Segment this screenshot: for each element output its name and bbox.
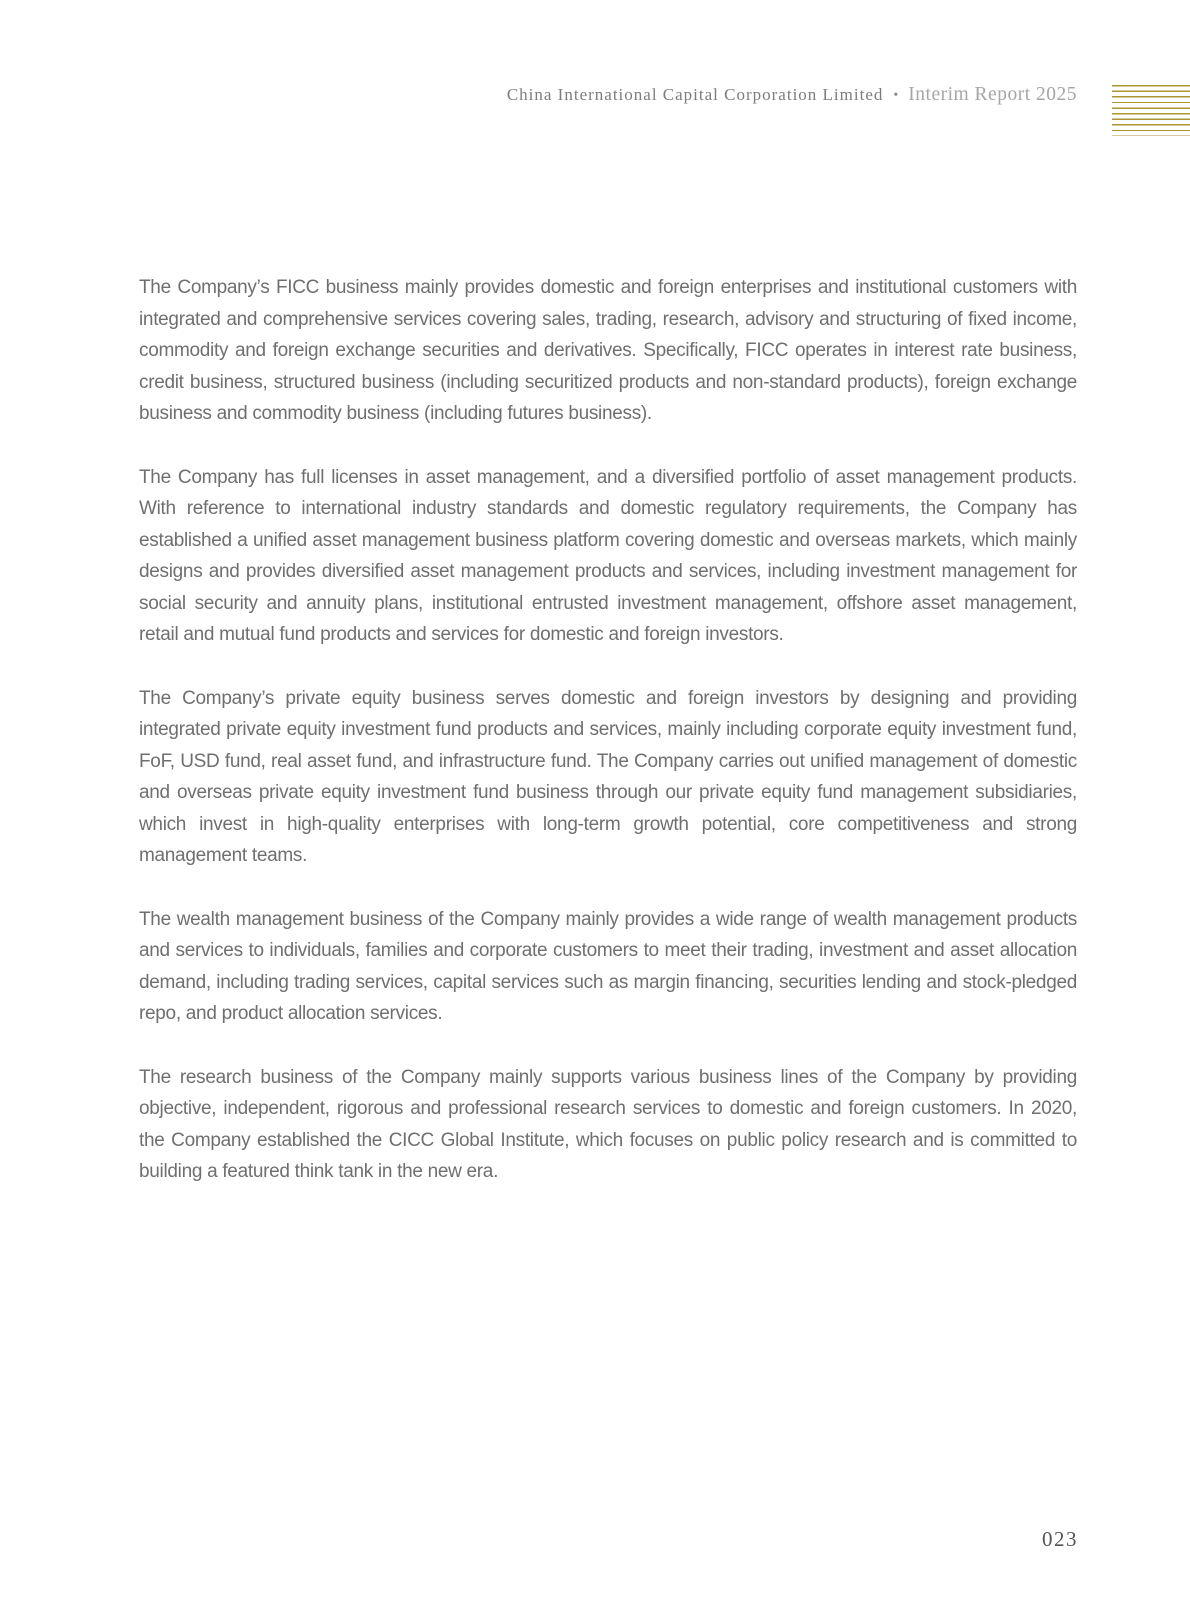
gold-stripes-decoration	[1112, 85, 1190, 136]
paragraph-ficc-business: The Company’s FICC business mainly provides domestic and foreign enterprises and institutional customers with integrated and comprehensive services covering sales, trading, research, advisory and structuring of fixed income, commodity and foreign exchange securities and derivatives. Specifically, FICC operates in interest rate business, credit business, structured business (including securitized products and non-standard products), foreign exchange business and commodity business (including futures business).	[139, 277, 1077, 424]
company-name: China International Capital Corporation Limited	[506, 85, 884, 104]
paragraph-private-equity: The Company’s private equity business serves domestic and foreign investors by designing and providing integrated private equity investment fund products and services, mainly including corporate equity investment fund, FoF, USD fund, real asset fund, and infrastructure fund. The Company carries out unified management of domestic and overseas private equity investment fund business through our private equity fund management subsidiaries, which invest in high-quality enterprises with long-term growth potential, core competitiveness and strong management teams.	[139, 687, 1077, 866]
paragraph-asset-management: The Company has full licenses in asset management, and a diversified portfolio of asset management products. With reference to international industry standards and domestic regulatory requirements, the Company has established a unified asset management business platform covering domestic and overseas markets, which mainly designs and provides diversified asset management products and services, including investment management for social security and annuity plans, institutional entrusted investment management, offshore asset management, retail and mutual fund products and services for domestic and foreign investors.	[139, 466, 1077, 645]
bullet-separator-icon: •	[893, 88, 899, 103]
report-title: Interim Report 2025	[908, 84, 1077, 105]
body-text	[139, 272, 1077, 1188]
page-number: 023	[1042, 1527, 1078, 1551]
paragraph-research-business: The research business of the Company mainly supports various business lines of the Company by providing objective, independent, rigorous and professional research services to domestic and foreign customers. In 2020, the Company established the CICC Global Institute, which focuses on public policy research and is committed to building a featured think tank in the new era.	[139, 1066, 1077, 1182]
page-header	[507, 84, 1077, 106]
paragraph-wealth-management: The wealth management business of the Company mainly provides a wide range of wealth management products and services to individuals, families and corporate customers to meet their trading, investment and asset allocation demand, including trading services, capital services such as margin financing, securities lending and stock-pledged repo, and product allocation services.	[139, 908, 1077, 1024]
